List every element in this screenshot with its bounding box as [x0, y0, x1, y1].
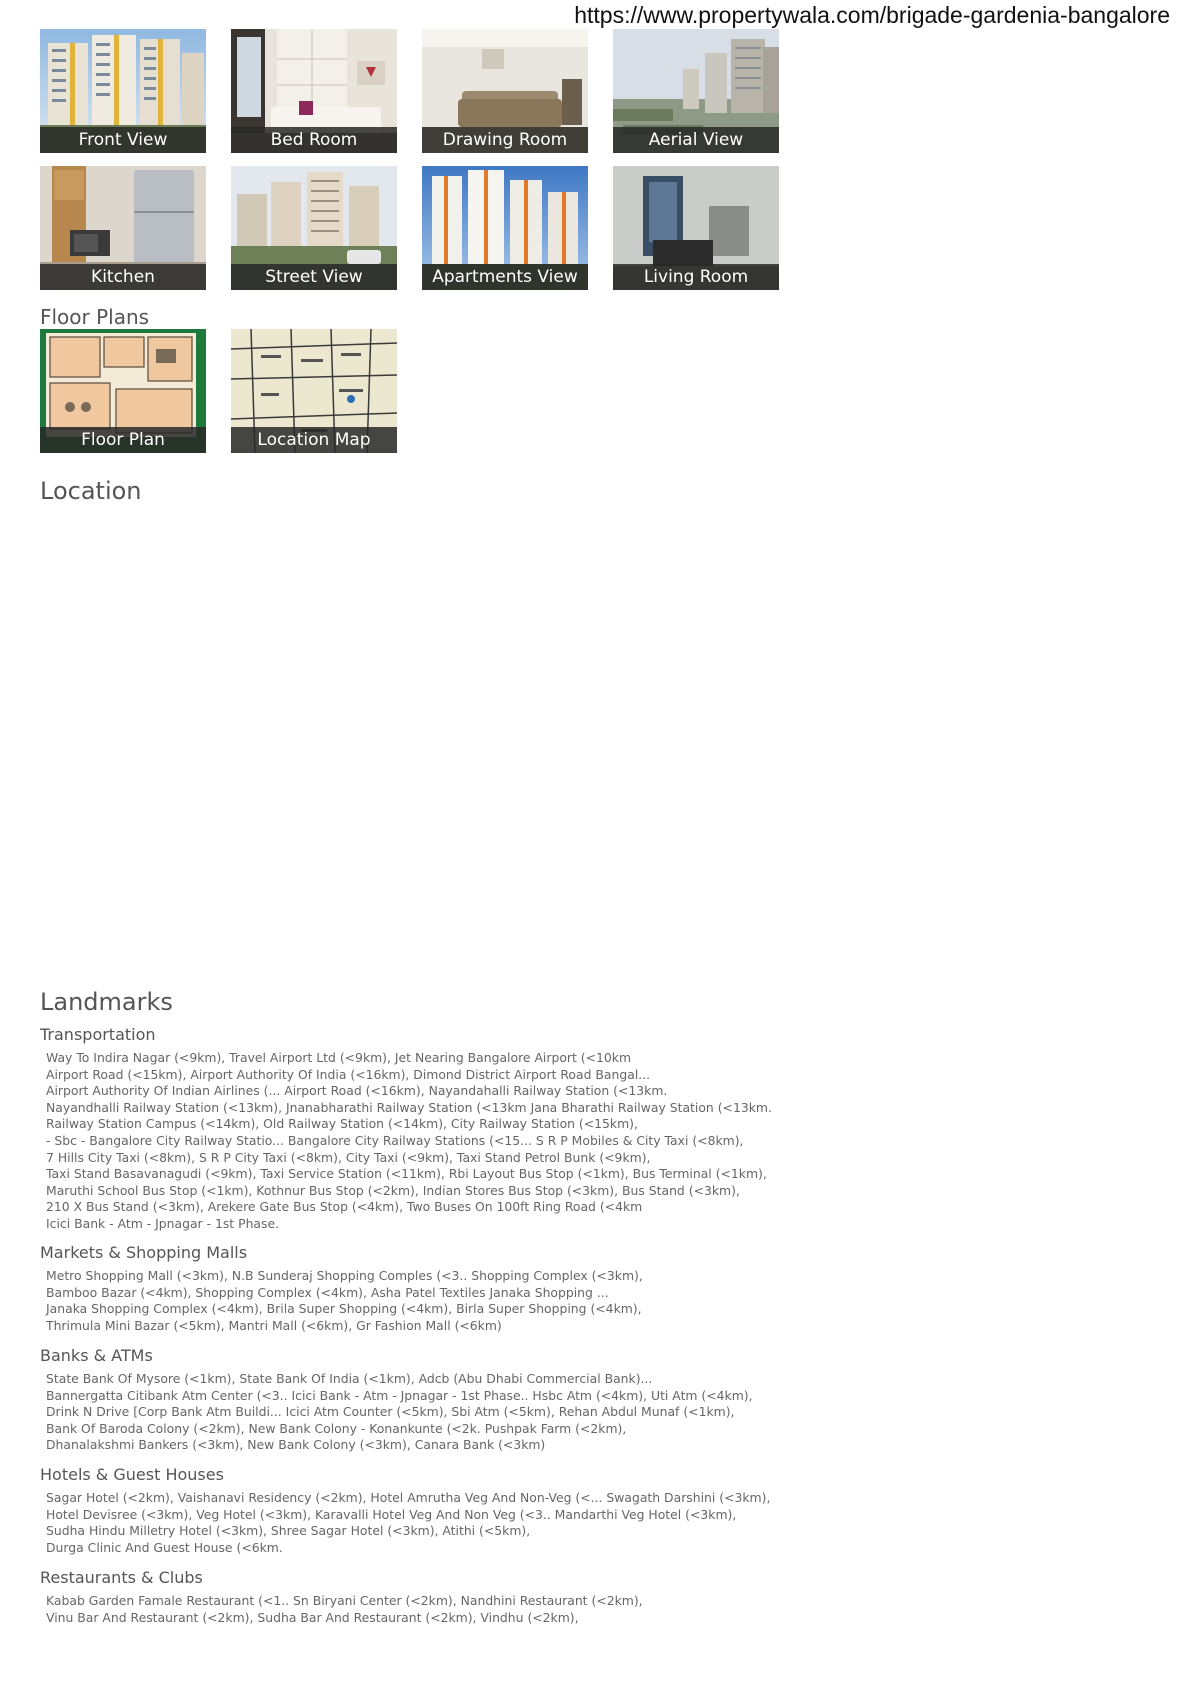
landmark-section-hotels: [40, 1465, 800, 1556]
landmark-line: Way To Indira Nagar (<9km), Travel Airport Ltd (<9km), Jet Nearing Bangalore Airport (<10km: [46, 1050, 632, 1065]
landmark-section-restaurants: [40, 1568, 800, 1626]
landmark-line: Kabab Garden Famale Restaurant (<1.. Sn Biryani Center (<2km), Nandhini Restaurant (<2km),: [46, 1593, 643, 1608]
gallery-caption: Aerial View: [613, 127, 779, 153]
landmark-section-markets: [40, 1243, 800, 1334]
landmark-line: Dhanalakshmi Bankers (<3km), New Bank Colony (<3km), Canara Bank (<3km): [46, 1437, 546, 1453]
location-map-area: [40, 515, 780, 955]
floor-plan-thumb[interactable]: [40, 329, 206, 453]
gallery-caption: Street View: [231, 264, 397, 290]
landmark-line: Icici Bank - Atm - Jpnagar - 1st Phase.: [46, 1215, 280, 1231]
page-url: https://www.propertywala.com/brigade-gardenia-bangalore: [574, 2, 1170, 28]
landmark-line: Maruthi School Bus Stop (<1km), Kothnur Bus Stop (<2km), Indian Stores Bus Stop (<3km), Bus Stand (<3km),: [46, 1182, 740, 1198]
landmark-section-title: Restaurants & Clubs: [40, 1568, 203, 1587]
landmark-line: Thrimula Mini Bazar (<5km), Mantri Mall (<6km), Gr Fashion Mall (<6km): [46, 1317, 502, 1333]
landmark-line: Vinu Bar And Restaurant (<2km), Sudha Bar And Restaurant (<2km), Vindhu (<2km),: [46, 1609, 579, 1625]
landmark-line: Janaka Shopping Complex (<4km), Brila Super Shopping (<4km), Birla Super Shopping (<4km),: [46, 1301, 642, 1317]
gallery-thumb-kitchen[interactable]: [40, 166, 206, 290]
gallery-thumb-bed-room[interactable]: [231, 29, 397, 153]
gallery-caption: Kitchen: [40, 264, 206, 290]
landmark-line: 7 Hills City Taxi (<8km), S R P City Taxi (<8km), City Taxi (<9km), Taxi Stand Petrol Bunk (<9km),: [46, 1149, 651, 1165]
landmark-line: Sudha Hindu Milletry Hotel (<3km), Shree Sagar Hotel (<3km), Atithi (<5km),: [46, 1523, 531, 1539]
landmark-line: State Bank Of Mysore (<1km), State Bank Of India (<1km), Adcb (Abu Dhabi Commercial Bank)...: [46, 1371, 653, 1386]
landmark-line: Drink N Drive [Corp Bank Atm Buildi... Icici Atm Counter (<5km), Sbi Atm (<5km), Rehan Abdul Munaf (<1km),: [46, 1404, 735, 1420]
landmark-line: Sagar Hotel (<2km), Vaishanavi Residency (<2km), Hotel Amrutha Veg And Non-Veg (<... Swagath Darshini (<3km),: [46, 1490, 771, 1505]
gallery-thumb-living-room[interactable]: [613, 166, 779, 290]
landmark-line: Hotel Devisree (<3km), Veg Hotel (<3km), Karavalli Hotel Veg And Non Veg (<3.. Mandarthi Veg Hotel (<3km),: [46, 1506, 737, 1522]
landmark-line: 210 X Bus Stand (<3km), Arekere Gate Bus Stop (<4km), Two Buses On 100ft Ring Road (<4km: [46, 1199, 643, 1215]
gallery-caption: Front View: [40, 127, 206, 153]
gallery-caption: Drawing Room: [422, 127, 588, 153]
gallery-caption: Living Room: [613, 264, 779, 290]
location-heading: Location: [40, 477, 142, 505]
location-map-thumb[interactable]: [231, 329, 397, 453]
floor-plans-heading: Floor Plans: [40, 305, 150, 329]
landmark-line: Airport Road (<15km), Airport Authority Of India (<16km), Dimond District Airport Road Bangal...: [46, 1066, 651, 1082]
landmark-line: Railway Station Campus (<14km), Old Railway Station (<14km), City Railway Station (<15km),: [46, 1116, 638, 1132]
gallery-thumb-aerial-view[interactable]: [613, 29, 779, 153]
gallery-thumb-apartments-view[interactable]: [422, 166, 588, 290]
gallery-thumb-street-view[interactable]: [231, 166, 397, 290]
landmark-line: Bank Of Baroda Colony (<2km), New Bank Colony - Konankunte (<2k. Pushpak Farm (<2km),: [46, 1420, 627, 1436]
landmark-section-title: Markets & Shopping Malls: [40, 1243, 248, 1262]
landmark-line: Airport Authority Of Indian Airlines (... Airport Road (<16km), Nayandahalli Railway Station (<13km.: [46, 1083, 668, 1099]
landmark-line: Bamboo Bazar (<4km), Shopping Complex (<4km), Asha Patel Textiles Janaka Shopping ...: [46, 1284, 609, 1300]
landmark-section-title: Banks & ATMs: [40, 1346, 153, 1365]
landmark-section-banks: [40, 1346, 800, 1454]
location-map-caption: Location Map: [231, 427, 397, 453]
landmark-section-title: Transportation: [40, 1025, 156, 1044]
gallery-thumb-drawing-room[interactable]: [422, 29, 588, 153]
landmark-line: Metro Shopping Mall (<3km), N.B Sunderaj Shopping Comples (<3.. Shopping Complex (<3km),: [46, 1268, 643, 1283]
landmark-section-title: Hotels & Guest Houses: [40, 1465, 224, 1484]
landmark-line: Bannergatta Citibank Atm Center (<3.. Icici Bank - Atm - Jpnagar - 1st Phase.. Hsbc Atm (<4km), Uti Atm (<4km),: [46, 1387, 753, 1403]
gallery-caption: Bed Room: [231, 127, 397, 153]
landmark-line: - Sbc - Bangalore City Railway Statio... Bangalore City Railway Stations (<15... S R P Mobiles & City Taxi (<8km),: [46, 1132, 744, 1148]
landmarks-heading: Landmarks: [40, 988, 173, 1016]
landmark-line: Nayandhalli Railway Station (<13km), Jnanabharathi Railway Station (<13km Jana Bharathi Railway Station (<13km.: [46, 1099, 772, 1115]
gallery-thumb-front-view[interactable]: [40, 29, 206, 153]
landmark-line: Taxi Stand Basavanagudi (<9km), Taxi Service Station (<11km), Rbi Layout Bus Stop (<1km), Bus Terminal (<1km),: [46, 1166, 767, 1182]
landmark-section-transportation: [40, 1025, 800, 1233]
landmark-line: Durga Clinic And Guest House (<6km.: [46, 1539, 283, 1555]
floor-plan-caption: Floor Plan: [40, 427, 206, 453]
gallery-caption: Apartments View: [422, 264, 588, 290]
